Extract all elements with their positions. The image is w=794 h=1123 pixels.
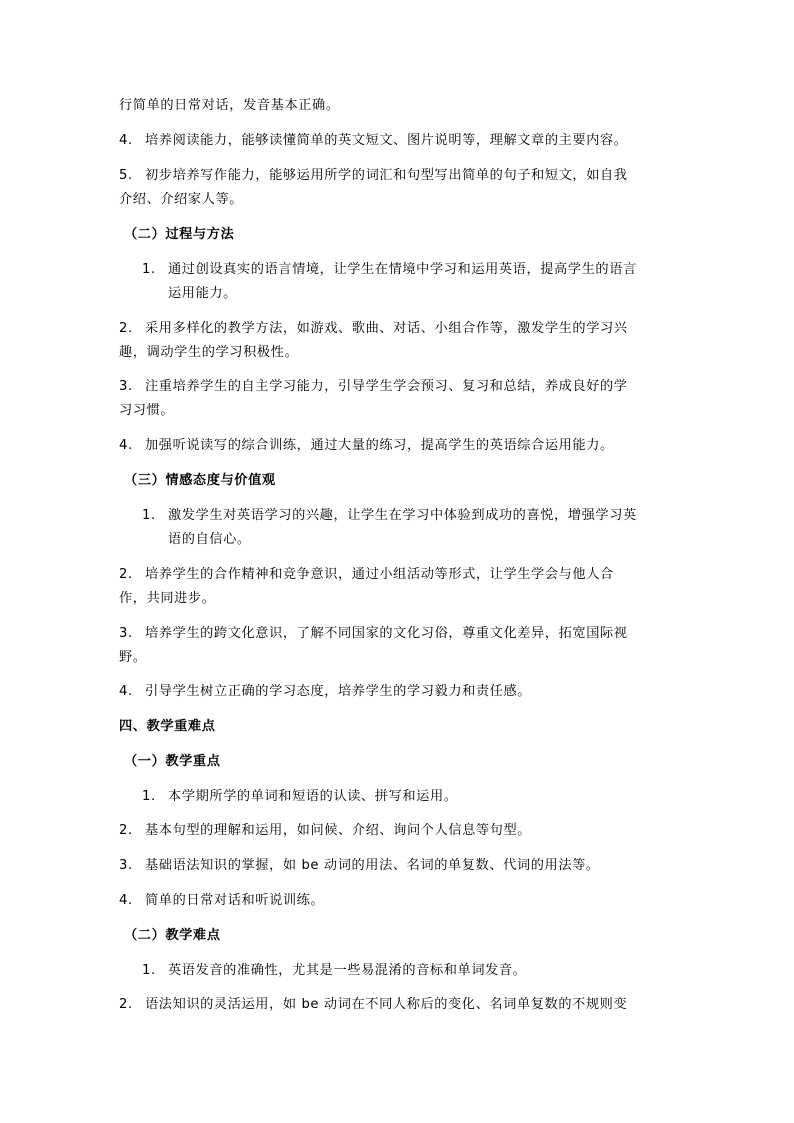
list-item-continuation: 运用能力。 (168, 286, 237, 301)
list-item: 4. 加强听说读写的综合训练，通过大量的练习，提高学生的英语综合运用能力。 (119, 438, 614, 453)
list-item: 4. 培养阅读能力，能够读懂简单的英文短文、图片说明等，理解文章的主要内容。 (119, 133, 628, 148)
section-heading: （二）过程与方法 (124, 227, 235, 242)
list-item: 2. 培养学生的合作精神和竞争意识，通过小组活动等形式，让学生学会与他人合 (119, 567, 614, 582)
list-item: 3. 注重培养学生的自主学习能力，引导学生学会预习、复习和总结，养成良好的学 (119, 379, 628, 394)
section-heading: （一）教学重点 (124, 754, 221, 769)
list-item-continuation: 野。 (119, 650, 147, 665)
list-item: 3. 基础语法知识的掌握，如 be 动词的用法、名词的单复数、代词的用法等。 (119, 858, 600, 873)
list-item: 4. 简单的日常对话和听说训练。 (119, 893, 325, 908)
list-item-continuation: 介绍、介绍家人等。 (119, 192, 244, 207)
list-item: 2. 语法知识的灵活运用，如 be 动词在不同人称后的变化、名词单复数的不规则变 (119, 997, 628, 1012)
list-item: 1. 本学期所学的单词和短语的认读、拼写和运用。 (142, 789, 458, 804)
list-item: 1. 英语发音的准确性，尤其是一些易混淆的音标和单词发音。 (142, 963, 527, 978)
list-item: 2. 基本句型的理解和运用，如问候、介绍、询问个人信息等句型。 (119, 823, 532, 838)
list-item: 1. 激发学生对英语学习的兴趣，让学生在学习中体验到成功的喜悦，增强学习英 (142, 508, 637, 523)
list-item: 1. 通过创设真实的语言情境，让学生在情境中学习和运用英语，提高学生的语言 (142, 262, 637, 277)
list-item-continuation: 语的自信心。 (168, 532, 251, 547)
list-item: 3. 培养学生的跨文化意识，了解不同国家的文化习俗，尊重文化差异，拓宽国际视 (119, 626, 628, 641)
list-item: 2. 采用多样化的教学方法，如游戏、歌曲、对话、小组合作等，激发学生的学习兴 (119, 321, 628, 336)
list-item: 5. 初步培养写作能力，能够运用所学的词汇和句型写出简单的句子和短文，如自我 (119, 168, 628, 183)
chapter-heading: 四、教学重难点 (119, 719, 216, 734)
list-item-continuation: 趣，调动学生的学习积极性。 (119, 345, 299, 360)
list-item: 4. 引导学生树立正确的学习态度，培养学生的学习毅力和责任感。 (119, 684, 532, 699)
list-item-continuation: 作，共同进步。 (119, 591, 216, 606)
paragraph-line: 行简单的日常对话，发音基本正确。 (119, 98, 340, 113)
list-item-continuation: 习习惯。 (119, 403, 175, 418)
section-heading: （三）情感态度与价值观 (124, 473, 276, 488)
section-heading: （二）教学难点 (124, 928, 221, 943)
